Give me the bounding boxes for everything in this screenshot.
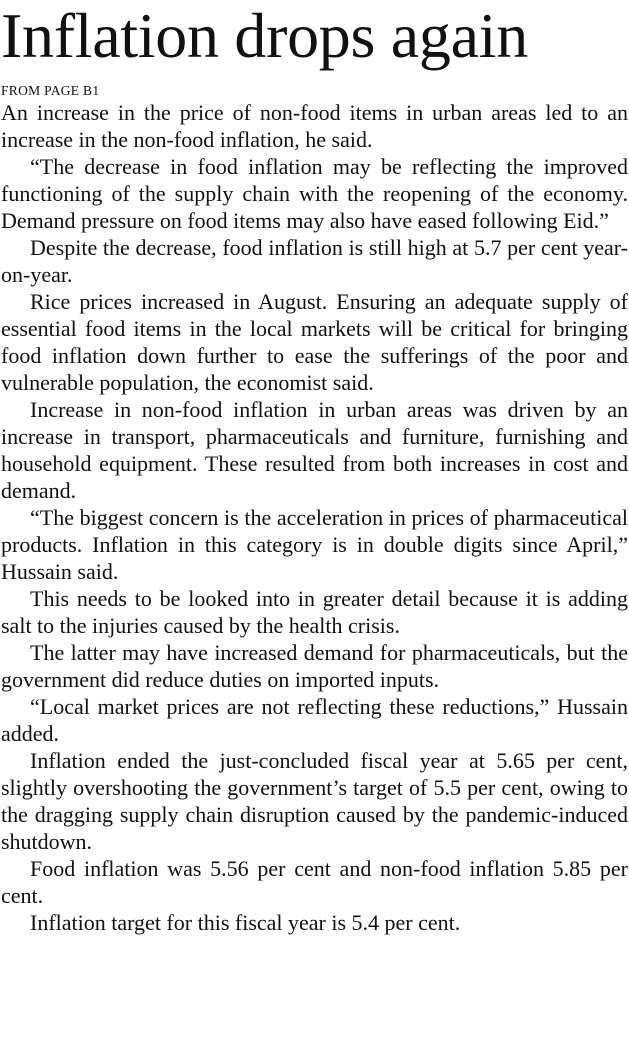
paragraph-3: Despite the decrease, food inflation is still high at 5.7 per cent year-on-year. [1, 235, 628, 287]
paragraph-8: The latter may have increased demand for pharmaceuticals, but the government did reduce duties on imported inputs. [1, 640, 628, 692]
paragraph-7: This needs to be looked into in greater detail because it is adding salt to the injuries caused by the health crisis. [1, 586, 628, 638]
dateline: FROM PAGE B1 [1, 83, 100, 98]
paragraph-1: An increase in the price of non-food items in urban areas led to an increase in the non-food inflation, he said. [1, 100, 628, 152]
paragraph-6: “The biggest concern is the acceleration in prices of pharmaceutical products. Inflation in this category is in double digits since April,” Hussain said. [1, 505, 628, 584]
paragraph-10: Inflation ended the just-concluded fiscal year at 5.65 per cent, slightly overshooting the government’s target of 5.5 per cent, owing to the dragging supply chain disruption caused by the pandemic-induced shutdown. [1, 748, 628, 854]
headline: Inflation drops again [1, 0, 528, 71]
paragraph-5: Increase in non-food inflation in urban areas was driven by an increase in transport, pharmaceuticals and furniture, furnishing and household equipment. These resulted from both increases in cost and demand. [1, 397, 628, 503]
article-body [1, 99, 628, 936]
paragraph-4: Rice prices increased in August. Ensuring an adequate supply of essential food items in the local markets will be critical for bringing food inflation down further to ease the sufferings of the poor and vulnerable population, the economist said. [1, 289, 628, 395]
paragraph-9: “Local market prices are not reflecting these reductions,” Hussain added. [1, 694, 628, 746]
paragraph-12: Inflation target for this fiscal year is 5.4 per cent. [30, 910, 461, 935]
paragraph-2: “The decrease in food inflation may be reflecting the improved functioning of the supply chain with the reopening of the economy. Demand pressure on food items may also have eased following Eid.” [1, 154, 628, 233]
paragraph-11: Food inflation was 5.56 per cent and non-food inflation 5.85 per cent. [1, 856, 628, 908]
